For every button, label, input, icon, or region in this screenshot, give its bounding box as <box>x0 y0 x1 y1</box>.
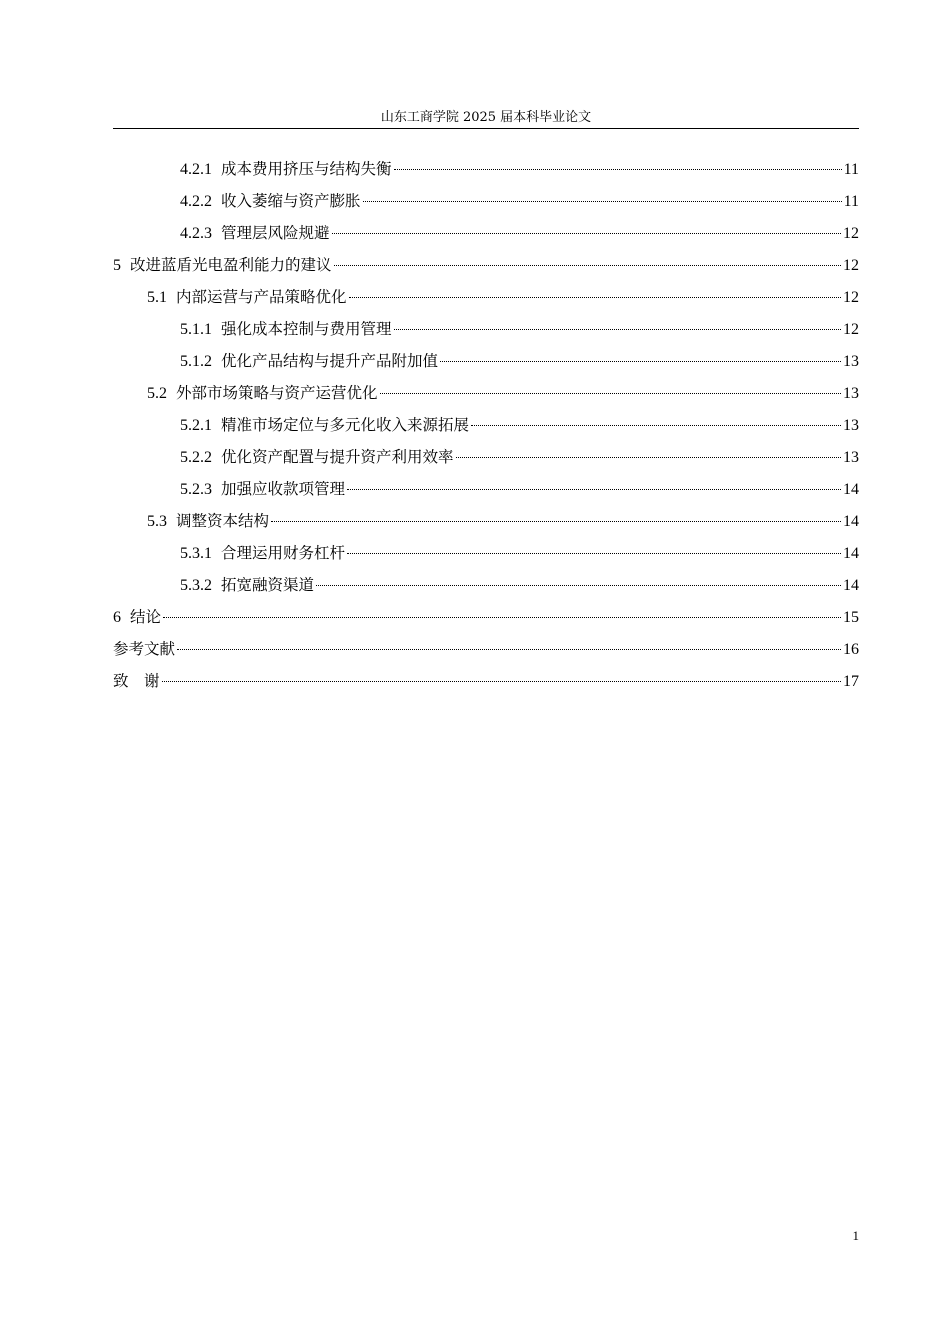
toc-entry[interactable] <box>113 377 859 409</box>
toc-entry[interactable] <box>113 537 859 569</box>
toc-entry-title: 精准市场定位与多元化收入来源拓展 <box>221 416 470 434</box>
toc-entry-number: 5.2.2 <box>180 449 212 466</box>
toc-dot-leader <box>347 553 841 554</box>
toc-dot-leader <box>380 393 841 394</box>
toc-entry-number: 5.2.1 <box>180 417 212 434</box>
toc-entry-page: 16 <box>843 641 859 658</box>
toc-dot-leader <box>163 617 841 618</box>
toc-entry-number: 4.2.2 <box>180 193 212 210</box>
toc-dot-leader <box>440 361 841 362</box>
toc-dot-leader <box>316 585 841 586</box>
toc-dot-leader <box>177 649 841 650</box>
toc-entry-title: 强化成本控制与费用管理 <box>221 320 392 338</box>
toc-entry-number: 5.1 <box>147 289 167 306</box>
toc-entry[interactable] <box>113 313 859 345</box>
toc-dot-leader <box>394 329 841 330</box>
toc-dot-leader <box>334 265 841 266</box>
toc-entry[interactable] <box>113 217 859 249</box>
toc-entry-page: 13 <box>843 449 859 466</box>
toc-dot-leader <box>456 457 841 458</box>
toc-entry-page: 13 <box>843 417 859 434</box>
toc-entry[interactable] <box>113 185 859 217</box>
toc-entry[interactable] <box>113 505 859 537</box>
toc-entry-number: 5.3.2 <box>180 577 212 594</box>
toc-entry-title: 改进蓝盾光电盈利能力的建议 <box>130 256 332 274</box>
toc-entry-number: 4.2.1 <box>180 161 212 178</box>
toc-entry[interactable] <box>113 281 859 313</box>
table-of-contents <box>113 153 859 697</box>
toc-entry-title: 加强应收款项管理 <box>221 480 346 498</box>
toc-entry-title: 优化产品结构与提升产品附加值 <box>221 352 439 370</box>
toc-entry-number: 4.2.3 <box>180 225 212 242</box>
toc-entry-number: 5.2 <box>147 385 167 402</box>
toc-dot-leader <box>394 169 842 170</box>
toc-entry-title: 内部运营与产品策略优化 <box>176 288 347 306</box>
toc-entry[interactable] <box>113 249 859 281</box>
toc-entry-page: 12 <box>843 289 859 306</box>
toc-entry-page: 15 <box>843 609 859 626</box>
toc-entry-page: 13 <box>843 353 859 370</box>
toc-dot-leader <box>349 297 841 298</box>
toc-entry-title: 合理运用财务杠杆 <box>221 544 346 562</box>
toc-dot-leader <box>363 201 842 202</box>
toc-entry-page: 14 <box>843 545 859 562</box>
toc-dot-leader <box>347 489 841 490</box>
toc-dot-leader <box>271 521 841 522</box>
toc-entry-number: 5.3.1 <box>180 545 212 562</box>
toc-entry-title: 拓宽融资渠道 <box>221 576 315 594</box>
toc-entry-page: 12 <box>843 321 859 338</box>
toc-entry[interactable] <box>113 569 859 601</box>
toc-entry-title: 成本费用挤压与结构失衡 <box>221 160 392 178</box>
page-number: 1 <box>852 1228 859 1243</box>
toc-entry-title: 管理层风险规避 <box>221 224 330 242</box>
toc-entry-number: 5.1.2 <box>180 353 212 370</box>
toc-entry-page: 14 <box>843 577 859 594</box>
toc-entry-title: 致 谢 <box>113 672 160 690</box>
toc-entry-title: 收入萎缩与资产膨胀 <box>221 192 361 210</box>
toc-entry-number: 5.1.1 <box>180 321 212 338</box>
toc-entry-title: 结论 <box>130 608 162 626</box>
toc-entry-title: 参考文献 <box>113 640 176 658</box>
toc-entry-number: 5.2.3 <box>180 481 212 498</box>
toc-entry-page: 17 <box>843 673 859 690</box>
toc-entry[interactable] <box>113 601 859 633</box>
toc-entry[interactable] <box>113 665 859 697</box>
toc-entry[interactable] <box>113 473 859 505</box>
toc-entry[interactable] <box>113 409 859 441</box>
toc-entry[interactable] <box>113 345 859 377</box>
toc-entry[interactable] <box>113 633 859 665</box>
toc-entry-page: 13 <box>843 385 859 402</box>
toc-entry[interactable] <box>113 441 859 473</box>
toc-entry[interactable] <box>113 153 859 185</box>
toc-entry-number: 5.3 <box>147 513 167 530</box>
toc-entry-number: 5 <box>113 257 121 274</box>
toc-entry-title: 调整资本结构 <box>176 512 270 530</box>
toc-entry-number: 6 <box>113 609 121 626</box>
toc-entry-title: 外部市场策略与资产运营优化 <box>176 384 378 402</box>
toc-entry-page: 11 <box>843 161 859 178</box>
running-header: 山东工商学院 2025 届本科毕业论文 <box>380 110 592 125</box>
toc-dot-leader <box>332 233 841 234</box>
toc-entry-title: 优化资产配置与提升资产利用效率 <box>221 448 454 466</box>
toc-entry-page: 12 <box>843 225 859 242</box>
toc-entry-page: 14 <box>843 481 859 498</box>
toc-entry-page: 11 <box>843 193 859 210</box>
toc-entry-page: 12 <box>843 257 859 274</box>
header-rule <box>113 128 859 129</box>
toc-dot-leader <box>162 681 841 682</box>
toc-entry-page: 14 <box>843 513 859 530</box>
toc-dot-leader <box>471 425 841 426</box>
